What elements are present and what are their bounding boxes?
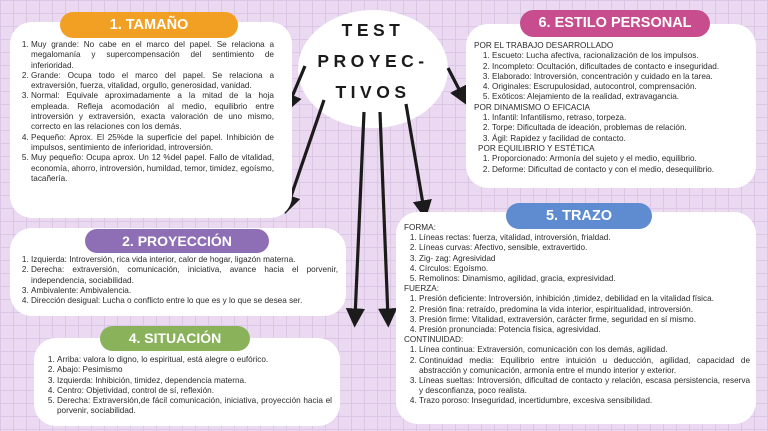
situacion-item: 4. Centro: Objetividad, control de sí, reflexión. xyxy=(57,386,332,396)
estilo-text xyxy=(474,41,752,175)
trazo-heading: FORMA: xyxy=(404,223,436,232)
tamano-text xyxy=(18,40,274,184)
estilo-heading: POR EL TRABAJO DESARROLLADO xyxy=(474,41,614,50)
trazo-item: 1. Línea continua: Extraversión, comunicación con los demás, agilidad. xyxy=(419,345,750,355)
trazo-item: 5. Remolinos: Dinamismo, agilidad, gracia, expresividad. xyxy=(419,274,750,284)
proyeccion-item: 2. Derecha: extraversión, comunicación, iniciativa, avance hacia el porvenir, independencia, sociabilidad. xyxy=(31,265,338,286)
trazo-heading: FUERZA: xyxy=(404,284,440,294)
trazo-title: 5. TRAZO xyxy=(506,203,652,229)
proyeccion-text xyxy=(18,255,338,306)
estilo-item: 4. Originales: Escrupulosidad, autocontrol, comprensación. xyxy=(492,82,752,92)
trazo-item: 4. Presión pronunciada: Potencia física, agresividad. xyxy=(419,325,750,335)
estilo-heading: POR EQUILIBRIO Y ESTÉTICA xyxy=(478,143,595,153)
trazo-item: 2. Continuidad media: Equilibrio entre intuición u deducción, agilidad, capacidad de abstracción y comunicación, armonía entre el mundo interior y exterior. xyxy=(419,356,750,376)
title-line-3: TIVOS xyxy=(335,82,411,102)
estilo-item: 3. Elaborado: Introversión, concentración y cuidado en la tarea. xyxy=(492,72,752,82)
title-line-2: PROYEC- xyxy=(317,51,429,71)
proyeccion-item: 4. Dirección desigual: Lucha o conflicto entre lo que es y lo que se desea ser. xyxy=(31,296,338,306)
tamano-item: 2. Grande: Ocupa todo el marco del papel. Se relaciona a extraversión, fuerza, vitalidad, orgullo, generosidad, vanidad. xyxy=(31,71,274,92)
trazo-item: 4. Círculos: Egoísmo. xyxy=(419,264,750,274)
proyeccion-item: 1. Izquierda: Introversión, rica vida interior, calor de hogar, ligazón materna. xyxy=(31,255,338,265)
estilo-heading: POR DINAMISMO O EFICACIA xyxy=(474,102,591,112)
trazo-text xyxy=(404,223,750,407)
trazo-item: 1. Presión deficiente: Introversión, inhibición ,timidez, debilidad en la vitalidad física. xyxy=(419,294,750,304)
proyeccion-title: 2. PROYECCIÓN xyxy=(85,229,269,253)
estilo-item: 3. Ágil: Rapidez y facilidad de contacto. xyxy=(492,134,752,144)
arrow-to-proyeccion xyxy=(288,100,324,205)
estilo-item: 2. Deforme: Dificultad de contacto y con el medio, desequilibrio. xyxy=(492,165,752,175)
arrow-to-trazo xyxy=(406,104,424,210)
trazo-item: 4. Trazo poroso: Inseguridad, incertidumbre, excesiva sensibilidad. xyxy=(419,396,750,406)
estilo-item: 1. Infantil: Infantilismo, retraso, torpeza. xyxy=(492,113,752,123)
situacion-item: 1. Arriba: valora lo digno, lo espiritual, está alegre o eufórico. xyxy=(57,355,332,365)
tamano-item: 4. Pequeño: Aprox. El 25%de la superficie del papel. Inhibición de impulsos, sentimiento de inferioridad, introversión. xyxy=(31,133,274,154)
arrow-to-trazo-center xyxy=(380,112,388,318)
trazo-item: 2. Presión fina: retraído, predomina la vida interior, espiritualidad, introversión. xyxy=(419,305,750,315)
trazo-item: 3. Líneas sueltas: Introversión, dificultad de contacto y relación, escasa persistencia, reserva y desconfianza, poco realista. xyxy=(419,376,750,396)
arrow-to-situacion xyxy=(355,112,364,318)
estilo-item: 2. Torpe: Dificultada de ideación, problemas de relación. xyxy=(492,123,752,133)
tamano-title: 1. TAMAÑO xyxy=(60,12,238,38)
tamano-item: 1. Muy grande: No cabe en el marco del papel. Se relaciona a megalomanía y supercompensación del sentimiento de inferioridad. xyxy=(31,40,274,71)
trazo-item: 1. Líneas rectas: fuerza, vitalidad, introversión, frialdad. xyxy=(419,233,750,243)
situacion-item: 3. Izquierda: Inhibición, timidez, dependencia materna. xyxy=(57,376,332,386)
situacion-item: 5. Derecha: Extraversión,de fácil comunicación, iniciativa, proyección hacia el porvenir, sociabilidad. xyxy=(57,396,332,417)
estilo-item: 5. Exóticos: Alejamiento de la realidad, extravagancia. xyxy=(492,92,752,102)
situacion-item: 2. Abajo: Pesimismo xyxy=(57,365,332,375)
arrow-to-estilo xyxy=(448,68,463,97)
trazo-item: 2. Líneas curvas: Afectivo, sensible, extravertido. xyxy=(419,243,750,253)
tamano-item: 3. Normal: Equivale aproximadamente a la mitad de la hoja empleada. Refleja acomodación al medio, equilibrio entre introversión y extraversión, exacta valoración de uno mismo, correcto en las relaciones con los demás. xyxy=(31,91,274,132)
title-line-1: TEST xyxy=(341,20,405,40)
tamano-item: 5. Muy pequeño: Ocupa aprox. Un 12 %del papel. Fallo de vitalidad, economía, ahorro, introversión, humildad, temor, timidez, egoísmo, tacañería. xyxy=(31,153,274,184)
trazo-heading: CONTINUIDAD: xyxy=(404,335,464,345)
estilo-item: 2. Incompleto: Ocultación, dificultades de contacto e inseguridad. xyxy=(492,62,752,72)
situacion-title: 4. SITUACIÓN xyxy=(100,326,250,351)
trazo-item: 3. Zig- zag: Agresividad xyxy=(419,254,750,264)
estilo-title: 6. ESTILO PERSONAL xyxy=(520,10,710,37)
estilo-item: 1. Proporcionado: Armonía del sujeto y el medio, equilibrio. xyxy=(492,154,752,164)
trazo-item: 3. Presión firme: Vitalidad, extraversión, carácter firme, seguridad en sí mismo. xyxy=(419,315,750,325)
estilo-item: 1. Escueto: Lucha afectiva, racionalización de los impulsos. xyxy=(492,51,752,61)
proyeccion-item: 3. Ambivalente: Ambivalencia. xyxy=(31,286,338,296)
situacion-text xyxy=(44,355,332,417)
